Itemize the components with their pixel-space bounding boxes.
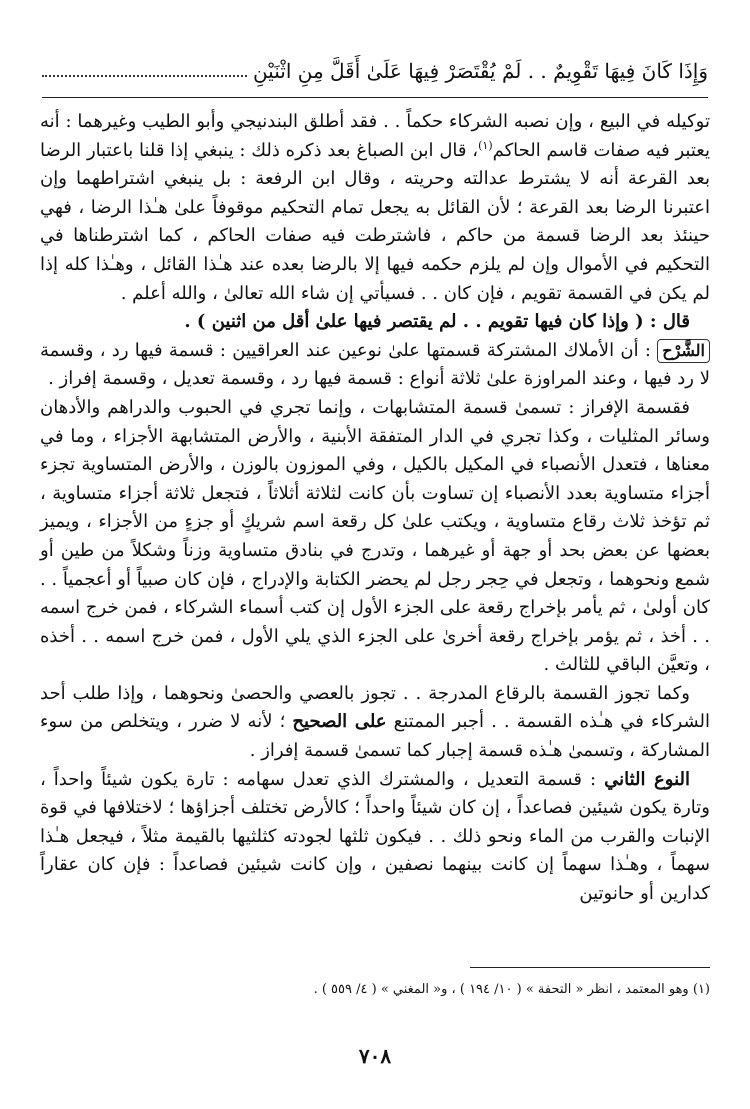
- footnote: [40, 980, 710, 1000]
- header-rule: [42, 97, 708, 98]
- paragraph-text: فقسمة الإفراز : تسمىٰ قسمة المتشابهات ، وإنما تجري في الحبوب والدراهم والأدهان وسائر المثليات ، وكذا تجري في الدار المتفقة الأبنية ، والأرض المتشابهة الأجزاء ، وما في معناها ، فتعدل الأنصباء في المكيل بالكيل ، وفي الموزون بالوزن ، والأرض المتساوية تجزء أجزاء متساوية بعدد الأنصباء إن تساوت بأن كانت لثلاثة أثلاثاً ، فتجعل ثلاثة أجزاء متساوية ، ثم تؤخذ ثلاث رقاع متساوية ، ويكتب علىٰ كل رقعة اسم شريكٍ أو جزءٍ من الأجزاء ، ويميز بعضها عن بعض بحد أو جهة أو غيرهما ، وتدرج في بنادق متساوية وزناً وشكلاً من طين أو شمع ونحوهما ، وتجعل في حِجر رجل لم يحضر الكتابة والإدراج ، فإن كان صبياً أو أعجمياً . . كان أولىٰ ، ثم يأمر بإخراج رقعة على الجزء الأول إن كتب أسماء الشركاء ، فمن خرج اسمه . . أخذ ، ثم يؤمر بإخراج رقعة أخرىٰ على الجزء الذي يلي الأول ، فمن خرج اسمه . . أخذه ، وتعيَّن الباقي للثالث .: [39, 396, 711, 676]
- emphasis-text: على الصحيح: [292, 711, 387, 733]
- paragraph: [40, 680, 710, 766]
- paragraph-text: ؛ لأنه لا ضرر ، ويتخلص من سوء المشاركة ، وتسمىٰ هـٰذه قسمة إجبار كما تسمىٰ قسمة إفراز .: [40, 711, 710, 762]
- section-heading: النوع الثاني: [604, 768, 691, 790]
- qala-line: [40, 308, 710, 337]
- paragraph: [40, 108, 710, 308]
- footnote-reference[interactable]: (١): [478, 138, 493, 152]
- paragraph-text: وكما تجوز القسمة بالرقاع المدرجة . . تجوز بالعصي والحصىٰ ونحوهما ، وإذا طلب أحد الشركاء في هـٰذه القسمة . . أجبر الممتنع: [40, 682, 710, 733]
- commentary-paragraph: [40, 337, 710, 394]
- paragraph-text: : قسمة التعديل ، والمشترك الذي تعدل سهامه : تارة يكون شيئاً واحداً ، وتارة يكون شيئين فصاعداً ، إن كان شيئاً واحداً ؛ كالأرض تختلف أجزاؤها ؛ لاختلافها في قوة الإنبات والقرب من الماء ونحو ذلك . . فيكون ثلثها لجودته كثلثيها بالقيمة مثلاً ، فيجعل هـٰذا سهماً ، وهـٰذا سهماً إن كانت بينهما نصفين ، وإن كانت شيئين فصاعداً : فإن كان عقاراً كدارين أو حانوتين: [40, 768, 710, 905]
- quoted-text: قال : ( وإذا كان فيها تقويم . . لم يقتصر فيها علىٰ أقل من اثنين ) .: [184, 311, 690, 333]
- footnote-number: (١): [692, 982, 710, 997]
- paragraph: [40, 766, 710, 909]
- header-dotted-leader: [42, 74, 247, 77]
- footnote-text: وهو المعتمد ، انظر « التحفة » ( ١٠/ ١٩٤ ) ، و« المغني » ( ٤/ ٥٥٩ ) .: [313, 982, 689, 997]
- paragraph-text: توكيله في البيع ، وإن نصبه الشركاء حكماً . . فقد أطلق البندنيجي وأبو الطيب وغيرهما : أنه يعتبر فيه صفات قاسم الحاكم: [40, 111, 710, 161]
- commentary-mark: الشَّرْح: [657, 339, 710, 363]
- commentary-text: : أن الأملاك المشتركة قسمتها علىٰ نوعين عند العراقيين : قسمة فيها رد ، وقسمة لا رد فيها ، وعند المراوزة علىٰ ثلاثة أنواع : قسمة فيها رد ، وقسمة تعديل ، وقسمة إفراز .: [40, 339, 710, 390]
- running-header: [42, 52, 708, 86]
- paragraph: [40, 394, 710, 680]
- header-title: وَإِذَا كَانَ فِيهَا تَقْوِيمٌ . . لَمْ يُقْتَصَرْ فِيهَا عَلَىٰ أَقَلَّ مِنِ اثْنَيْنِ: [252, 59, 708, 83]
- page-number: ٧٠٨: [358, 1044, 392, 1068]
- footnote-rule: [470, 967, 710, 968]
- paragraph-text: ، قال ابن الصباغ بعد ذكره ذلك : ينبغي إذا قلنا باعتبار الرضا بعد القرعة أنه لا يشترط عدالته وحريته ، وقال ابن الرفعة : بل ينبغي اشتراطهما وإن اعتبرنا الرضا بعد القرعة ؛ لأن القائل به يجعل تمام التحكيم موقوفاً علىٰ هـٰذا الرضا ، فهي حينئذ بعد الرضا قسمة من حاكم ، فاشترطت فيه صفات الحاكم ، كما اشترطناها في التحكيم في الأموال وإن لم يلزم حكمه فيها إلا بالرضا بعده عند هـٰذا القائل ، وهـٰذا كله إذا لم يكن في القسمة تقويم ، فإن كان . . فسيأتي إن شاء الله تعالىٰ ، والله أعلم .: [40, 139, 710, 304]
- main-text: [40, 108, 710, 909]
